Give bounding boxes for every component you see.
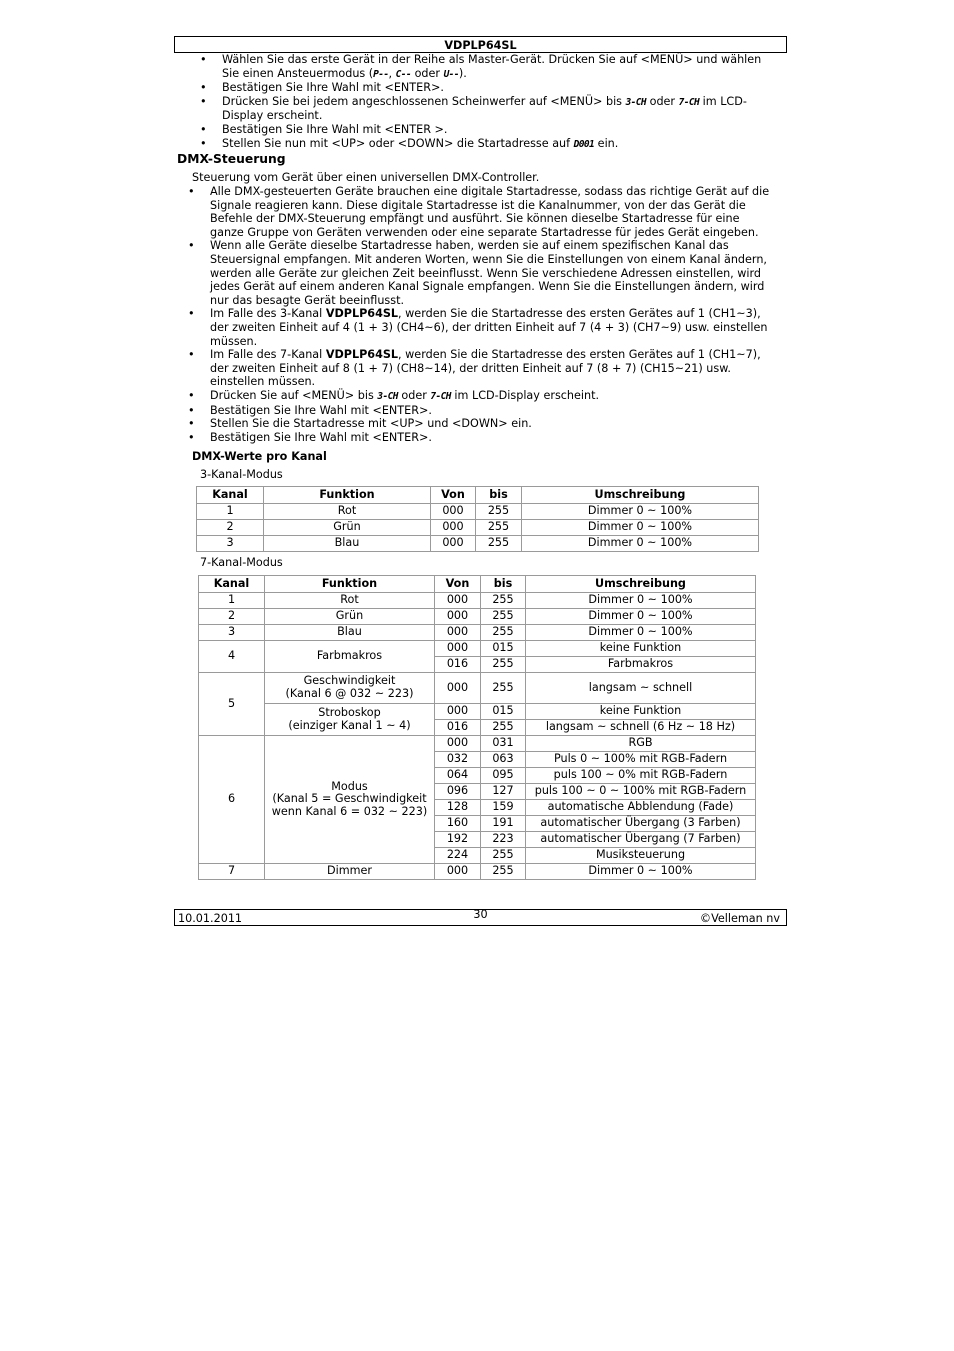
- list-item: • Im Falle des 3-Kanal VDPLP64SL, werden Sie die Startadresse des ersten Gerätes auf 1 (CH1~3), der zweiten Einheit auf 4 (1 + 3) (CH4~6), der dritten Einheit auf 7 (4 + 3) (CH7~9) usw. einstellen müssen.: [210, 307, 776, 348]
- mode3-label: 3-Kanal-Modus: [200, 468, 283, 481]
- dmx-info-list: [210, 185, 776, 444]
- dmx-values-title: DMX-Werte pro Kanal: [192, 450, 327, 463]
- table-row: Stroboskop (einziger Kanal 1 ~ 4) 000 015 keine Funktion: [199, 704, 756, 720]
- table-row: 128 159 automatische Abblendung (Fade): [199, 800, 756, 816]
- table-row: 096 127 puls 100 ~ 0 ~ 100% mit RGB-Fadern: [199, 784, 756, 800]
- table-row: 2 Grün 000 255 Dimmer 0 ~ 100%: [199, 609, 756, 625]
- lcd-symbol: C--: [395, 68, 412, 80]
- footer-date: 10.01.2011: [178, 912, 243, 925]
- list-item: • Bestätigen Sie Ihre Wahl mit <ENTER>.: [210, 404, 776, 418]
- list-item: • Bestätigen Sie Ihre Wahl mit <ENTER>.: [210, 431, 776, 445]
- table-row: 2 Grün 000 255 Dimmer 0 ~ 100%: [197, 520, 759, 536]
- section-title: DMX-Steuerung: [177, 152, 286, 166]
- section-intro: Steuerung vom Gerät über einen universellen DMX-Controller.: [192, 171, 540, 184]
- table-row: 016 255 Farbmakros: [199, 657, 756, 673]
- table-row: 6 Modus (Kanal 5 = Geschwindigkeit wenn Kanal 6 = 032 ~ 223) 000 031 RGB: [199, 736, 756, 752]
- lcd-symbol: 7-CH: [430, 390, 451, 402]
- lcd-symbol: 3-CH: [377, 390, 398, 402]
- page-header: [174, 36, 787, 53]
- table-row: 3 Blau 000 255 Dimmer 0 ~ 100%: [199, 625, 756, 641]
- table-header-row: Kanal Funktion Von bis Umschreibung: [197, 487, 759, 504]
- list-item: • Im Falle des 7-Kanal VDPLP64SL, werden Sie die Startadresse des ersten Gerätes auf 1 (CH1~7), der zweiten Einheit auf 8 (1 + 7) (CH8~14), der dritten Einheit auf 7 (8 + 7) (CH15~21) usw. einstellen müssen.: [210, 348, 776, 389]
- page-footer: [174, 909, 787, 926]
- table-row: 064 095 puls 100 ~ 0% mit RGB-Fadern: [199, 768, 756, 784]
- table-row: 160 191 automatischer Übergang (3 Farben): [199, 816, 756, 832]
- lcd-symbol: U--: [443, 68, 459, 80]
- table-row: 1 Rot 000 255 Dimmer 0 ~ 100%: [197, 504, 759, 520]
- mode3-table: [196, 486, 759, 552]
- list-item: • Wenn alle Geräte dieselbe Startadresse haben, werden sie auf einem spezifischen Kanal das Steuersignal empfangen. Mit anderen Worten, wenn Sie die Einstellungen von einem Kanal ändern, werden alle Geräte zur gleichen Zeit beeinflusst. Wenn Sie verschiedene Adressen einstellen, wird jedes Gerät auf einem anderen Kanal Signale empfangen. Wenn Sie die Einstellungen ändern, wird nur das besagte Gerät beeinflusst.: [210, 239, 776, 307]
- lcd-symbol: P--: [373, 68, 389, 80]
- table-row: 3 Blau 000 255 Dimmer 0 ~ 100%: [197, 536, 759, 552]
- list-item: • Bestätigen Sie Ihre Wahl mit <ENTER >.: [222, 123, 778, 137]
- table-row: 016 255 langsam ~ schnell (6 Hz ~ 18 Hz): [199, 720, 756, 736]
- setup-steps-list: [222, 53, 778, 151]
- list-item: • Alle DMX-gesteuerten Geräte brauchen eine digitale Startadresse, sodass das richtige Gerät auf die Signale reagieren kann. Diese digitale Startadresse ist die Kanalnummer, von der das Gerät die Befehle der DMX-Steuerung empfängt und ausführt. Sie können dieselbe Startadresse für eine ganze Gruppe von Geräten verwenden oder eine separate Startadresse für jedes Gerät eingeben.: [210, 185, 776, 239]
- mode7-table: [198, 575, 756, 880]
- table-row: 5 Geschwindigkeit (Kanal 6 @ 032 ~ 223) 000 255 langsam ~ schnell: [199, 673, 756, 704]
- page-number: 30: [473, 908, 488, 921]
- mode7-label: 7-Kanal-Modus: [200, 556, 283, 569]
- list-item: • Stellen Sie nun mit <UP> oder <DOWN> die Startadresse auf D001 ein.: [222, 137, 778, 152]
- list-item: • Drücken Sie bei jedem angeschlossenen Scheinwerfer auf <MENÜ> bis 3-CH oder 7-CH im LCD-Display erscheint.: [222, 95, 778, 123]
- table-header-row: Kanal Funktion Von bis Umschreibung: [199, 576, 756, 593]
- table-row: 192 223 automatischer Übergang (7 Farben): [199, 832, 756, 848]
- list-item: • Bestätigen Sie Ihre Wahl mit <ENTER>.: [222, 81, 778, 95]
- table-row: 224 255 Musiksteuerung: [199, 848, 756, 864]
- header-title: VDPLP64SL: [444, 39, 517, 52]
- list-item: • Drücken Sie auf <MENÜ> bis 3-CH oder 7-CH im LCD-Display erscheint.: [210, 389, 776, 404]
- table-row: 1 Rot 000 255 Dimmer 0 ~ 100%: [199, 593, 756, 609]
- footer-company: ©Velleman nv: [699, 912, 780, 925]
- table-row: 7 Dimmer 000 255 Dimmer 0 ~ 100%: [199, 864, 756, 880]
- lcd-symbol: 7-CH: [678, 96, 700, 108]
- table-row: 4 Farbmakros 000 015 keine Funktion: [199, 641, 756, 657]
- table-row: 032 063 Puls 0 ~ 100% mit RGB-Fadern: [199, 752, 756, 768]
- lcd-symbol: 3-CH: [625, 96, 647, 108]
- list-item: • Stellen Sie die Startadresse mit <UP> und <DOWN> ein.: [210, 417, 776, 431]
- lcd-symbol: D001: [573, 138, 595, 150]
- list-item: • Wählen Sie das erste Gerät in der Reihe als Master-Gerät. Drücken Sie auf <MENÜ> und wählen Sie einen Ansteuermodus (P--, C-- oder U--).: [222, 53, 778, 81]
